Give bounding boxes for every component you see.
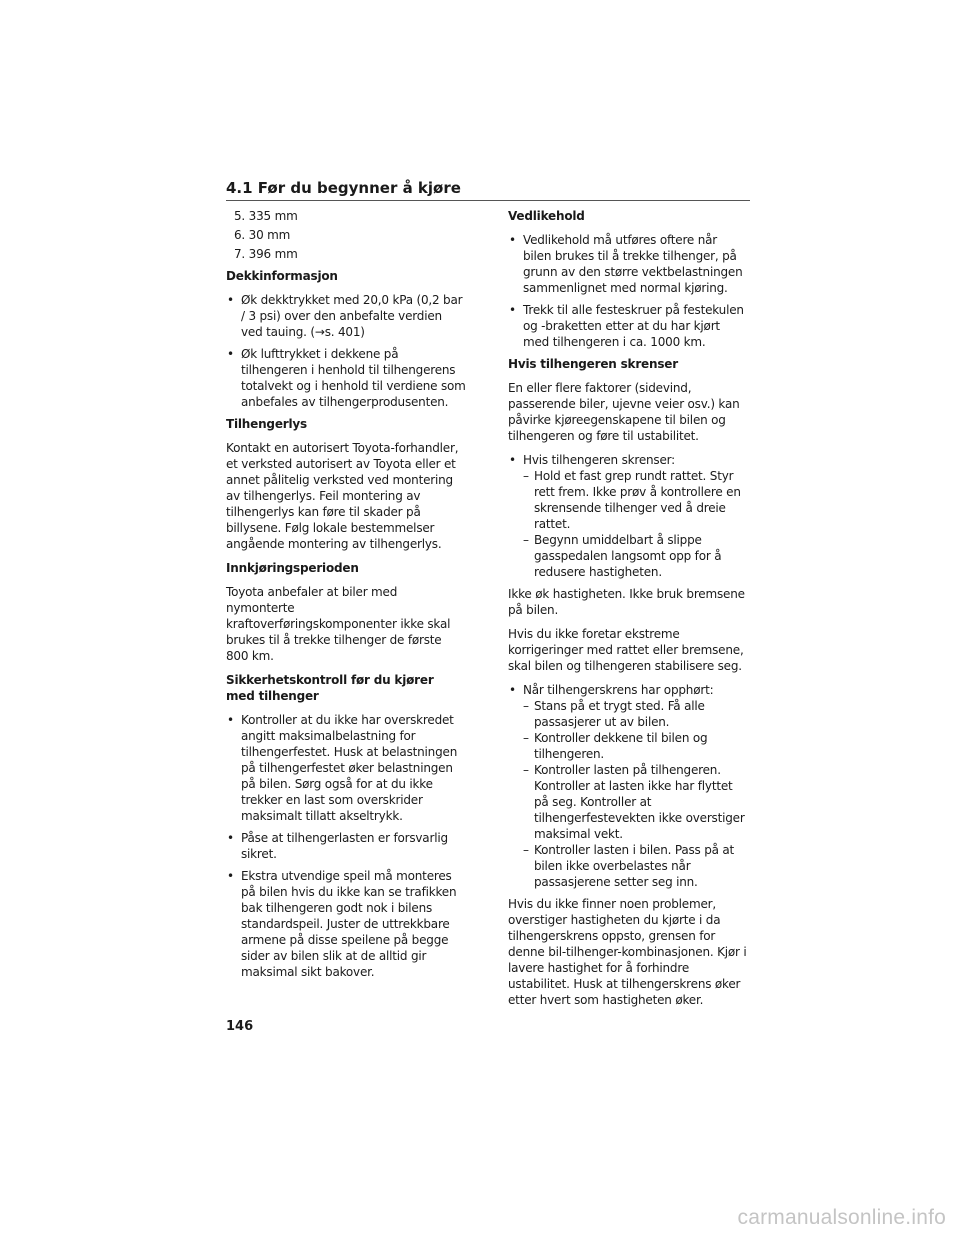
heading-sikkerhetskontroll: Sikkerhetskontroll før du kjører med tilhenger [226,673,434,703]
bullet-marker: • [509,233,516,247]
list-item [226,868,466,980]
sub-list-item [523,730,748,762]
list-item-text: Vedlikehold må utføres oftere når bilen brukes til å trekke tilhenger, på grunn av den større vektbelastningen sammenlignet med normal kjøring. [523,233,743,295]
paragraph-korrigeringer: Hvis du ikke foretar ekstreme korrigeringer med rattet eller bremsene, skal bilen og tilhengeren stabilisere seg. [508,627,744,673]
list-item-text: Øk dekktrykket med 20,0 kPa (0,2 bar / 3 psi) over den anbefalte verdien ved tauing. (→s. 401) [241,293,463,339]
numbered-item: 5. 335 mm [234,209,298,223]
sub-list-item-text: Kontroller dekkene til bilen og tilhengeren. [534,731,708,761]
sub-list-item-text: Begynn umiddelbart å slippe gasspedalen langsomt opp for å redusere hastigheten. [534,533,722,579]
bullet-marker: • [227,347,234,361]
bullet-marker: • [227,713,234,727]
list-item [508,232,748,296]
bullet-marker: • [509,683,516,697]
bullet-marker: • [227,831,234,845]
sub-list-item [523,698,748,730]
list-item [226,346,466,410]
dash-marker: – [523,731,529,745]
numbered-item: 6. 30 mm [234,228,291,242]
dash-marker: – [523,843,529,857]
paragraph-skrens: En eller flere faktorer (sidevind, passerende biler, ujevne veier osv.) kan påvirke kjøreegenskapene til bilen og tilhengeren og føre til ustabilitet. [508,381,740,443]
heading-skrens: Hvis tilhengeren skrenser [508,357,678,371]
section-title: 4.1 Før du begynner å kjøre [226,179,461,197]
heading-vedlikehold: Vedlikehold [508,209,585,223]
dash-marker: – [523,469,529,483]
list-item-text: Når tilhengerskrens har opphørt: [523,683,714,697]
list-item-text: Kontroller at du ikke har overskredet angitt maksimalbelastning for tilhengerfestet. Husk at belastningen på tilhengerfestet øker belastningen på bilen. Sørg også for at du ikke trekker en last som overskrider maksimalt tillatt akseltrykk. [241,713,458,823]
list-item-text: Øk lufttrykket i dekkene på tilhengeren i henhold til tilhengerens totalvekt og i henhold til verdiene som anbefales av tilhengerprodusenten. [241,347,466,409]
heading-innkjoringsperioden: Innkjøringsperioden [226,561,359,575]
sub-list-item-text: Stans på et trygt sted. Få alle passasjerer ut av bilen. [534,699,705,729]
list-item-text: Påse at tilhengerlasten er forsvarlig sikret. [241,831,448,861]
sub-list-item [523,762,748,842]
sub-list-item [523,842,748,890]
left-column [226,208,466,986]
sub-list-item-text: Hold et fast grep rundt rattet. Styr rett frem. Ikke prøv å kontrollere en skrensende tilhenger ved å dreie rattet. [534,469,741,531]
paragraph-innkjoringsperioden: Toyota anbefaler at biler med nymonterte kraftoverføringskomponenter ikke skal brukes til å trekke tilhenger de første 800 km. [226,585,451,663]
page-number: 146 [226,1019,254,1034]
heading-dekkinformasjon: Dekkinformasjon [226,269,338,283]
paragraph-konklusjon: Hvis du ikke finner noen problemer, overstiger hastigheten du kjørte i da tilhengerskrens oppsto, grensen for denne bil-tilhenger-kombinasjonen. Kjør i lavere hastighet for å forhindre ustabilitet. Husk at tilhengerskrens øker etter hvert som hastigheten øker. [508,897,747,1007]
bullet-marker: • [227,293,234,307]
list-item [226,712,466,824]
list-item [508,682,748,890]
right-column [508,208,748,1016]
list-item [226,292,466,340]
bullet-marker: • [509,303,516,317]
section-header [226,178,750,201]
list-item [508,302,748,350]
list-item-text: Ekstra utvendige speil må monteres på bilen hvis du ikke kan se trafikken bak tilhengeren godt nok i bilens standardspeil. Juster de uttrekkbare armene på disse speilene på begge sider av bilen slik at de alltid gir maksimal sikt bakover. [241,869,457,979]
sub-list-item [523,532,748,580]
dash-marker: – [523,533,529,547]
sub-list-item-text: Kontroller lasten på tilhengeren. Kontroller at lasten ikke har flyttet på seg. Kontroller at tilhengerfestevekten ikke overstiger maksimal vekt. [534,763,745,841]
sub-list-item [523,468,748,532]
dash-marker: – [523,763,529,777]
list-item-text: Trekk til alle festeskruer på festekulen og -braketten etter at du har kjørt med tilhengeren i ca. 1000 km. [523,303,744,349]
list-item [226,830,466,862]
paragraph-hastighet: Ikke øk hastigheten. Ikke bruk bremsene på bilen. [508,587,745,617]
watermark-text: carmanualsonline.info [737,1206,946,1229]
heading-tilhengerlys: Tilhengerlys [226,417,307,431]
sub-list-item-text: Kontroller lasten i bilen. Pass på at bilen ikke overbelastes når passasjerene setter seg inn. [534,843,735,889]
bullet-marker: • [509,453,516,467]
numbered-item: 7. 396 mm [234,247,298,261]
list-item [508,452,748,580]
bullet-marker: • [227,869,234,883]
paragraph-tilhengerlys: Kontakt en autorisert Toyota-forhandler, et verksted autorisert av Toyota eller et annet pålitelig verksted ved montering av tilhengerlys. Feil montering av tilhengerlys kan føre til skader på billysene. Følg lokale bestemmelser angående montering av tilhengerlys. [226,441,459,551]
dash-marker: – [523,699,529,713]
list-item-text: Hvis tilhengeren skrenser: [523,453,676,467]
